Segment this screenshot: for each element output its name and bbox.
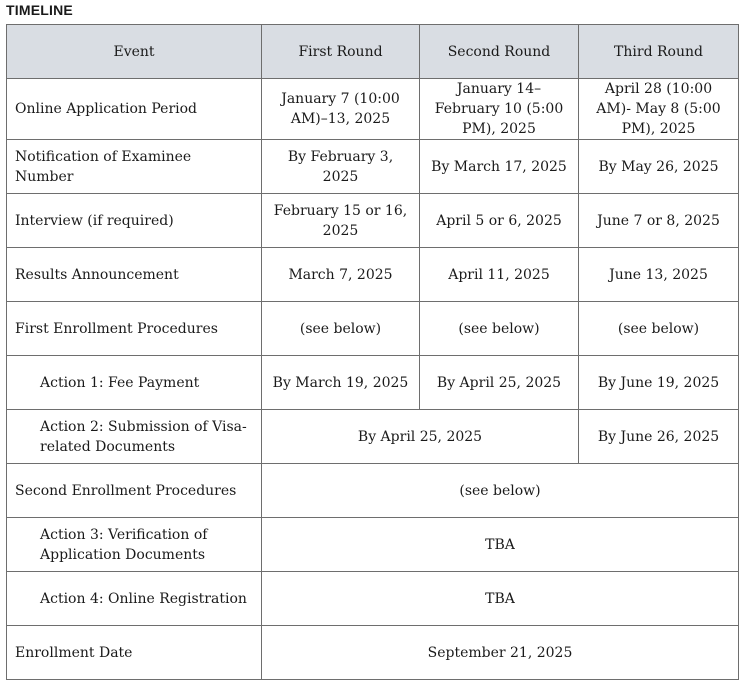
second-round-cell: (see below)	[420, 302, 579, 356]
event-label: Second Enrollment Procedures	[7, 464, 262, 518]
table-row	[7, 356, 739, 410]
first-round-cell: January 7 (10:00 AM)–13, 2025	[262, 79, 420, 140]
table-row	[7, 302, 739, 356]
third-round-cell: By June 26, 2025	[579, 410, 739, 464]
header-third-round: Third Round	[579, 25, 739, 79]
first-round-cell: By February 3, 2025	[262, 140, 420, 194]
all-rounds-cell: September 21, 2025	[262, 626, 739, 680]
event-label: Results Announcement	[7, 248, 262, 302]
second-round-cell: January 14–February 10 (5:00 PM), 2025	[420, 79, 579, 140]
table-row	[7, 79, 739, 140]
event-label: First Enrollment Procedures	[7, 302, 262, 356]
event-label: Interview (if required)	[7, 194, 262, 248]
third-round-cell: June 7 or 8, 2025	[579, 194, 739, 248]
all-rounds-cell: TBA	[262, 572, 739, 626]
first-round-cell: February 15 or 16, 2025	[262, 194, 420, 248]
header-event: Event	[7, 25, 262, 79]
table-row	[7, 518, 739, 572]
timeline-table	[6, 24, 739, 680]
second-round-cell: By March 17, 2025	[420, 140, 579, 194]
third-round-cell: By June 19, 2025	[579, 356, 739, 410]
table-row	[7, 410, 739, 464]
event-label: Notification of Examinee Number	[7, 140, 262, 194]
table-row	[7, 194, 739, 248]
table-row	[7, 248, 739, 302]
table-row	[7, 140, 739, 194]
event-label: Enrollment Date	[7, 626, 262, 680]
second-round-cell: April 11, 2025	[420, 248, 579, 302]
header-row	[7, 25, 739, 79]
table-row	[7, 626, 739, 680]
second-round-cell: April 5 or 6, 2025	[420, 194, 579, 248]
header-first-round: First Round	[262, 25, 420, 79]
event-label: Action 3: Verification of Application Documents	[7, 518, 262, 572]
third-round-cell: (see below)	[579, 302, 739, 356]
first-round-cell: By March 19, 2025	[262, 356, 420, 410]
all-rounds-cell: TBA	[262, 518, 739, 572]
all-rounds-cell: (see below)	[262, 464, 739, 518]
first-round-cell: (see below)	[262, 302, 420, 356]
first-second-round-cell: By April 25, 2025	[262, 410, 579, 464]
event-label: Online Application Period	[7, 79, 262, 140]
table-row	[7, 572, 739, 626]
header-second-round: Second Round	[420, 25, 579, 79]
table-row	[7, 464, 739, 518]
timeline-heading: TIMELINE	[6, 2, 73, 18]
event-label: Action 4: Online Registration	[7, 572, 262, 626]
event-label: Action 2: Submission of Visa-related Documents	[7, 410, 262, 464]
third-round-cell: April 28 (10:00 AM)- May 8 (5:00 PM), 2025	[579, 79, 739, 140]
third-round-cell: By May 26, 2025	[579, 140, 739, 194]
second-round-cell: By April 25, 2025	[420, 356, 579, 410]
event-label: Action 1: Fee Payment	[7, 356, 262, 410]
third-round-cell: June 13, 2025	[579, 248, 739, 302]
first-round-cell: March 7, 2025	[262, 248, 420, 302]
